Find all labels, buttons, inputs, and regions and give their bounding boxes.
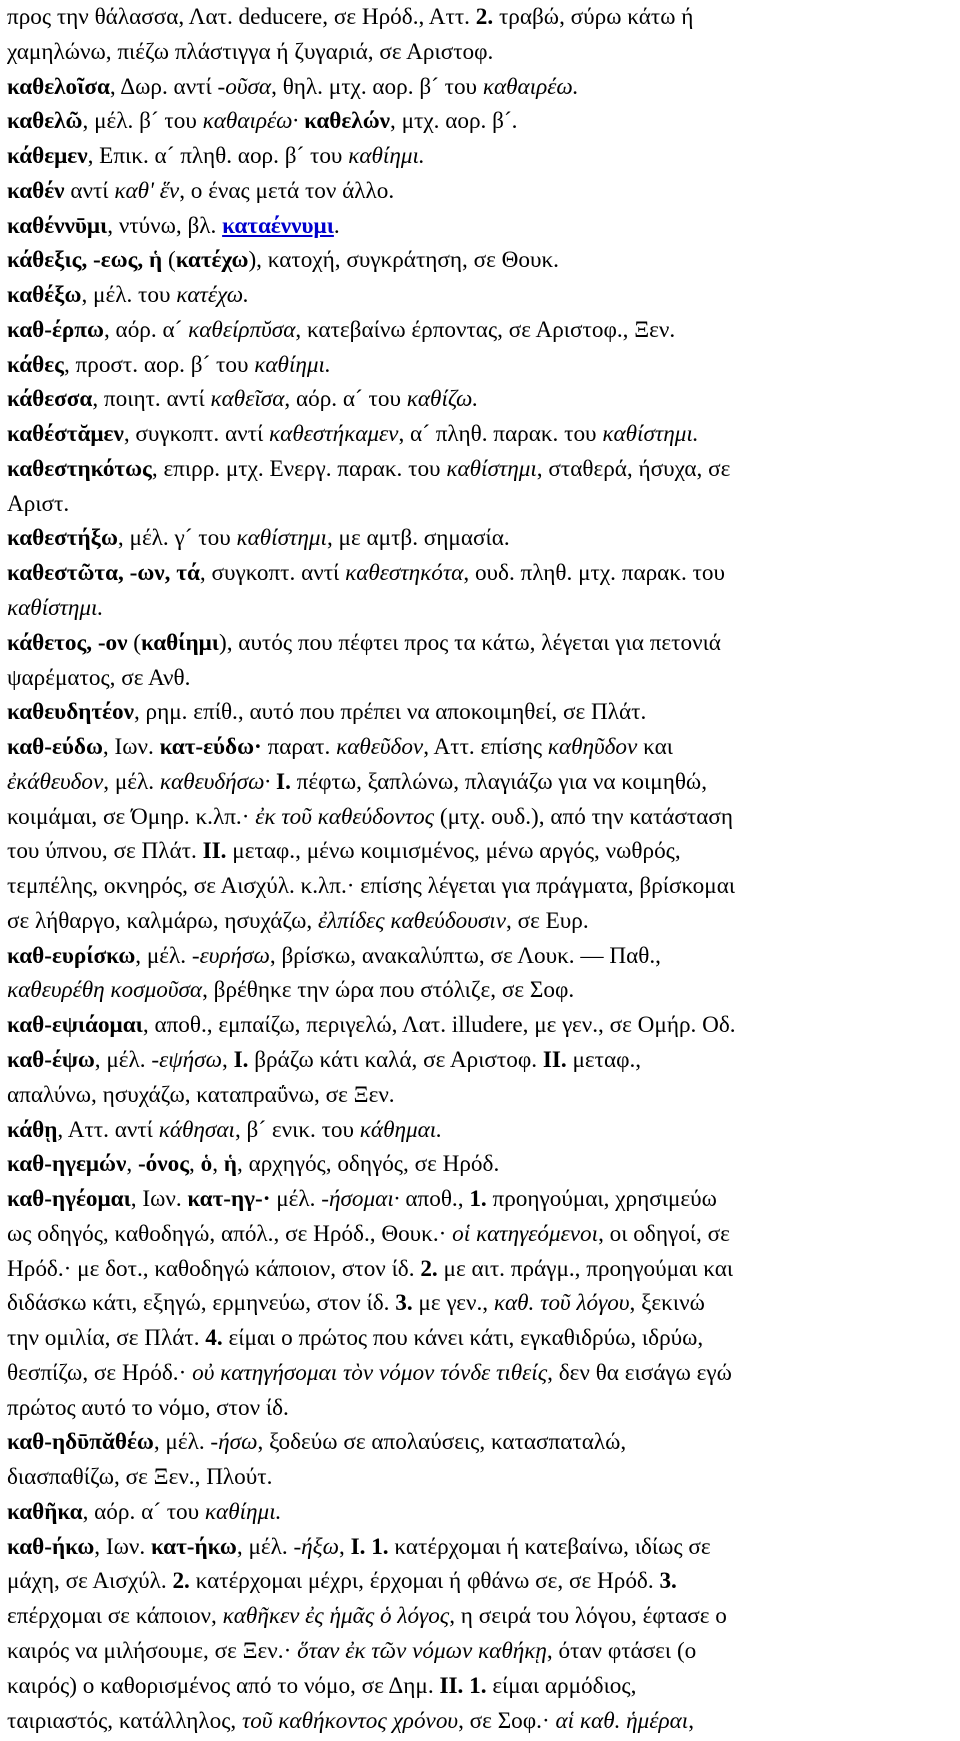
body-text: καθηῦδον — [547, 734, 638, 761]
body-text: καθίστημι — [446, 455, 537, 482]
headword-text: II. — [439, 1672, 464, 1699]
body-text: καθῆκεν ἐς ἡμᾶς ὁ λόγος — [222, 1603, 450, 1630]
body-text: ταιριαστός, κατάλληλος, — [7, 1707, 242, 1734]
text-line — [7, 1599, 950, 1634]
headword-text: καθῆκα — [7, 1498, 83, 1525]
body-text: καθεστήκαμεν — [269, 421, 399, 448]
body-text: (μτχ. ουδ.), από την κατάσταση — [434, 803, 734, 830]
body-text: , μέλ. — [94, 1046, 152, 1073]
body-text: καθ. τοῦ λόγου — [493, 1290, 630, 1317]
headword-text: καθεστήξω — [7, 525, 118, 552]
text-line — [7, 209, 950, 244]
body-text: ( — [162, 247, 176, 274]
text-line — [7, 1182, 950, 1217]
body-text: , μέλ. γ´ του — [117, 525, 237, 552]
body-text: πρώτος αυτό το νόμο, στον ίδ. — [7, 1394, 289, 1421]
text-line — [7, 278, 950, 313]
body-text: ( — [127, 629, 142, 656]
body-text: ), αυτός που πέφτει προς τα κάτω, λέγεται για πετονιά — [218, 629, 721, 656]
body-text: , Επικ. α´ πληθ. αορ. β´ του — [87, 143, 349, 170]
headword-text: καθ-ηγέομαι — [7, 1186, 131, 1213]
headword-text: 2. — [172, 1568, 190, 1595]
text-line — [7, 348, 950, 383]
body-text: , βρέθηκε την ώρα που στόλιζε, σε Σοφ. — [202, 977, 575, 1004]
headword-text: καθ-ηγεμών — [7, 1151, 127, 1178]
body-text: καθίημι. — [348, 143, 425, 170]
body-text: χαμηλώνω, πιέζω πλάστιγγα ή ζυγαριά, σε Αριστοφ. — [7, 38, 494, 65]
body-text: με αιτ. πράγμ., προηγούμαι και — [437, 1255, 734, 1282]
text-line — [7, 730, 950, 765]
headword-text: 2. — [420, 1255, 438, 1282]
headword-text: ὁ — [200, 1151, 213, 1178]
text-line — [7, 1286, 950, 1321]
headword-text: καθέξω — [7, 282, 82, 309]
body-text: επέρχομαι σε κάποιον, — [7, 1603, 223, 1630]
body-text: Αριστ. — [7, 490, 70, 517]
body-text: καθίστημι. — [7, 595, 104, 622]
body-text: , ρημ. επίθ., αυτό που πρέπει να αποκοιμηθεί, σε Πλάτ. — [133, 699, 647, 726]
body-text: ἐλπίδες καθεύδουσιν — [318, 907, 507, 934]
body-text: καθαιρέω. — [482, 73, 579, 100]
headword-text: 3. — [659, 1568, 677, 1595]
headword-text: 1. — [371, 1533, 389, 1560]
body-text: διασπαθίζω, σε Ξεν., Πλούτ. — [7, 1464, 273, 1491]
body-text: μεταφ., — [566, 1046, 642, 1073]
body-text: , αόρ. α´ του — [82, 1498, 205, 1525]
body-text: μάχη, σε Αισχύλ. — [7, 1568, 173, 1595]
text-line — [7, 1147, 950, 1182]
body-text: , Αττ. αντί — [57, 1116, 159, 1143]
body-text: , ο ένας μετά τον άλλο. — [179, 177, 395, 204]
headword-text: καθ-ευρίσκω — [7, 942, 136, 969]
text-line — [7, 1704, 950, 1739]
body-text: οὐ κατηγήσομαι τὸν νόμον τόνδε τιθείς — [192, 1359, 548, 1386]
headword-text: καθ-εύδω — [7, 734, 103, 761]
text-line — [7, 834, 950, 869]
body-text: , μέλ. — [236, 1533, 294, 1560]
body-text: , όταν φτάσει (ο — [546, 1637, 697, 1664]
text-line — [7, 1425, 950, 1460]
text-line — [7, 417, 950, 452]
body-text: ως οδηγός, καθοδηγώ, απόλ., σε Ηρόδ., Θουκ.· — [7, 1220, 453, 1247]
body-text: , — [221, 1046, 234, 1073]
headword-text: κάθες — [7, 351, 64, 378]
body-text: , αρχηγός, οδηγός, σε Ηρόδ. — [236, 1151, 500, 1178]
body-text: καθαιρέω· — [202, 108, 299, 135]
body-text: αἱ καθ. ἡμέραι — [555, 1707, 689, 1734]
headword-text: κάθεξις, -εως, ἡ — [7, 247, 163, 274]
headword-text: κατ-ήκω — [150, 1533, 237, 1560]
body-text: , ξοδεύω σε απολαύσεις, κατασπαταλώ, — [257, 1429, 627, 1456]
text-line — [7, 174, 950, 209]
headword-text: καθέννῡμι — [7, 212, 108, 239]
body-text: διδάσκω κάτι, εξηγώ, ερμηνεύω, στον ίδ. — [7, 1290, 396, 1317]
text-line — [7, 1530, 950, 1565]
body-text: καθείρπῠσα — [188, 316, 296, 343]
text-line — [7, 1669, 950, 1704]
body-text: καθεστηκότα — [345, 560, 464, 587]
headword-text: καθ-εψιάομαι — [7, 1012, 143, 1039]
body-text: προηγούμαι, χρησιμεύω — [486, 1186, 717, 1213]
body-text: πέφτω, ξαπλώνω, πλαγιάζω για να κοιμηθώ, — [290, 768, 707, 795]
body-text: θεσπίζω, σε Ηρόδ.· — [7, 1359, 193, 1386]
text-line — [7, 313, 950, 348]
body-text: -εψήσω — [151, 1046, 222, 1073]
text-line — [7, 0, 950, 35]
headword-text: καθ-ηδῡπᾰθέω — [7, 1429, 154, 1456]
body-text: , συγκοπτ. αντί — [123, 421, 270, 448]
body-text: , Δωρ. αντί — [109, 73, 218, 100]
cross-reference-link[interactable]: καταέννυμι — [222, 212, 334, 239]
body-text: με γεν., — [412, 1290, 494, 1317]
body-text: και — [637, 734, 673, 761]
body-text: , ουδ. πληθ. μτχ. παρακ. του — [463, 560, 725, 587]
text-line — [7, 695, 950, 730]
body-text: βράζω κάτι καλά, σε Αριστοφ. — [248, 1046, 543, 1073]
body-text: , — [338, 1533, 351, 1560]
body-text: ψαρέματος, σε Ανθ. — [7, 664, 191, 691]
text-line — [7, 1634, 950, 1669]
headword-text: I. — [350, 1533, 366, 1560]
headword-text: καθελοῖσα — [7, 73, 110, 100]
body-text: καθίστημι. — [602, 421, 699, 448]
headword-text: καθέν — [7, 177, 65, 204]
body-text: είμαι ο πρώτος που κάνει κάτι, εγκαθιδρύω, ιδρύω, — [222, 1325, 704, 1352]
body-text: καθίημι. — [204, 1498, 282, 1525]
body-text: είμαι αρμόδιος, — [486, 1672, 637, 1699]
body-text: καθεῖσα — [210, 386, 285, 413]
headword-text: 3. — [395, 1290, 413, 1317]
text-line — [7, 1252, 950, 1287]
headword-text: καθεστηκότως — [7, 455, 152, 482]
body-text: καθευδήσω· — [159, 768, 271, 795]
headword-text: ἡ — [223, 1151, 237, 1178]
body-text: Ηρόδ.· με δοτ., καθοδηγώ κάποιον, στον ίδ. — [7, 1255, 421, 1282]
headword-text: I. — [276, 768, 291, 795]
body-text: , προστ. αορ. β´ του — [63, 351, 255, 378]
body-text: . — [333, 212, 340, 239]
body-text: του ύπνου, σε Πλάτ. — [7, 838, 203, 865]
body-text: παρατ. — [261, 734, 337, 761]
body-text: μέλ. — [270, 1186, 322, 1213]
body-text: κατέρχομαι μέχρι, έρχομαι ή φθάνω σε, σε Ηρόδ. — [189, 1568, 660, 1595]
body-text: , — [212, 1151, 224, 1178]
headword-text: καθ-έρπω — [7, 316, 104, 343]
body-text: οἱ κατηγεόμενοι — [452, 1220, 599, 1247]
text-line — [7, 939, 950, 974]
body-text: κατέχω. — [176, 282, 249, 309]
body-text: , ξεκινώ — [629, 1290, 705, 1317]
body-text: , θηλ. μτχ. αορ. β´ του — [271, 73, 483, 100]
body-text: απαλύνω, ησυχάζω, καταπραΰνω, σε Ξεν. — [7, 1081, 395, 1108]
text-line — [7, 1008, 950, 1043]
headword-text: κατ-ηγ-· — [187, 1186, 271, 1213]
text-line — [7, 1078, 950, 1113]
headword-text: καθ-ήκω — [7, 1533, 95, 1560]
body-text: αντί — [64, 177, 115, 204]
body-text: ὅταν ἐκ τῶν νόμων καθήκῃ — [297, 1637, 547, 1664]
text-line — [7, 973, 950, 1008]
text-line — [7, 765, 950, 800]
body-text: -ήσομαι· — [321, 1186, 400, 1213]
text-line — [7, 139, 950, 174]
text-line — [7, 243, 950, 278]
body-text: , μτχ. αορ. β´. — [390, 108, 518, 135]
text-line — [7, 591, 950, 626]
headword-text: καθέστᾰμεν — [7, 421, 124, 448]
body-text: κοιμάμαι, σε Όμηρ. κ.λπ.· — [7, 803, 256, 830]
body-text: , κατεβαίνω έρποντας, σε Αριστοφ., Ξεν. — [295, 316, 676, 343]
headword-text: 4. — [205, 1325, 223, 1352]
text-line — [7, 1564, 950, 1599]
headword-text: -όνος — [137, 1151, 190, 1178]
body-text: , Αττ. επίσης — [423, 734, 548, 761]
body-text: σε λήθαργο, καλμάρω, ησυχάζω, — [7, 907, 318, 934]
body-text: , — [688, 1707, 694, 1734]
headword-text: κάθῃ — [7, 1116, 58, 1143]
body-text: , συγκοπτ. αντί — [199, 560, 346, 587]
body-text: -ευρήσω — [191, 942, 270, 969]
body-text: τραβώ, σύρω κάτω ή — [493, 4, 694, 30]
body-text: , μέλ. — [153, 1429, 211, 1456]
body-text: ἐκ τοῦ καθεύδοντος — [255, 803, 435, 830]
body-text: καιρός να μιλήσουμε, σε Ξεν.· — [7, 1637, 298, 1664]
text-line — [7, 1043, 950, 1078]
text-line — [7, 626, 950, 661]
body-text: , αόρ. α´ — [103, 316, 189, 343]
body-text: κάθησαι — [158, 1116, 235, 1143]
text-line — [7, 661, 950, 696]
text-line — [7, 70, 950, 105]
body-text: καθίημι. — [254, 351, 331, 378]
text-line — [7, 452, 950, 487]
body-text: , Ιων. — [102, 734, 160, 761]
headword-text: 1. — [469, 1672, 487, 1699]
headword-text: κατέχω — [175, 247, 249, 274]
headword-text: καθίημι — [141, 629, 219, 656]
text-line — [7, 487, 950, 522]
body-text: ), κατοχή, συγκράτηση, σε Θουκ. — [248, 247, 559, 274]
body-text: ἐκάθευδον — [7, 768, 104, 795]
headword-text: κάθεσσα — [7, 386, 93, 413]
text-line — [7, 1391, 950, 1426]
body-text: την ομιλία, σε Πλάτ. — [7, 1325, 206, 1352]
text-line — [7, 1460, 950, 1495]
body-text: καθευρέθη κοσμοῦσα — [7, 977, 203, 1004]
body-text: -ήξω — [293, 1533, 339, 1560]
text-line — [7, 1217, 950, 1252]
headword-text: καθ-έψω — [7, 1046, 95, 1073]
body-text: , — [126, 1151, 138, 1178]
body-text: , αόρ. α´ του — [284, 386, 407, 413]
body-text: -ήσω — [210, 1429, 258, 1456]
body-text: , σε Σοφ.· — [458, 1707, 556, 1734]
body-text: καθ' ἕν — [114, 177, 180, 204]
body-text: μεταφ., μένω κοιμισμένος, μένω αργός, νωθρός, — [226, 838, 681, 865]
body-text: τεμπέλης, οκνηρός, σε Αισχύλ. κ.λπ.· επίσης λέγεται για πράγματα, βρίσκομαι — [7, 873, 736, 900]
body-text: τοῦ καθήκοντος χρόνου — [241, 1707, 459, 1734]
headword-text: καθελῶ — [7, 108, 83, 135]
body-text: , σταθερά, ήσυχα, σε — [536, 455, 731, 482]
text-line — [7, 869, 950, 904]
body-text: , ποιητ. αντί — [92, 386, 211, 413]
body-text: προς την θάλασσα, Λατ. deducere, σε Ηρόδ., Αττ. — [7, 4, 476, 30]
text-line — [7, 382, 950, 417]
headword-text: καθελών — [304, 108, 391, 135]
text-line — [7, 800, 950, 835]
body-text: , ντύνω, βλ. — [107, 212, 223, 239]
headword-text: κάθεμεν — [7, 143, 88, 170]
text-line — [7, 1356, 950, 1391]
body-text: , επιρρ. μτχ. Ενεργ. παρακ. του — [151, 455, 447, 482]
text-line — [7, 35, 950, 70]
body-text: , μέλ. του — [81, 282, 177, 309]
body-text: , β´ ενικ. του — [234, 1116, 360, 1143]
body-text: , Ιων. — [94, 1533, 151, 1560]
body-text: καθίστημι — [236, 525, 327, 552]
body-text: καιρός) ο καθορισμένος από το νόμο, σε Δημ. — [7, 1672, 440, 1699]
text-line — [7, 1321, 950, 1356]
headword-text: καθευδητέον — [7, 699, 134, 726]
body-text: κάθημαι. — [359, 1116, 443, 1143]
body-text: , αποθ., εμπαίζω, περιγελώ, Λατ. illudere, με γεν., σε Ομήρ. Οδ. — [142, 1012, 736, 1039]
text-line — [7, 521, 950, 556]
headword-text: II. — [202, 838, 227, 865]
body-text: , η σειρά του λόγου, έφτασε ο — [449, 1603, 727, 1630]
body-text: , βρίσκω, ανακαλύπτω, σε Λουκ. — Παθ., — [269, 942, 661, 969]
body-text: , μέλ. — [103, 768, 160, 795]
headword-text: κάθετος, -ον — [7, 629, 128, 656]
headword-text: κατ-εύδω· — [159, 734, 262, 761]
body-text: , δεν θα εισάγω εγώ — [547, 1359, 732, 1386]
text-line — [7, 904, 950, 939]
body-text: αποθ., — [399, 1186, 470, 1213]
body-text: , — [189, 1151, 201, 1178]
body-text: , με αμτβ. σημασία. — [326, 525, 510, 552]
body-text: , α´ πληθ. παρακ. του — [398, 421, 603, 448]
text-line — [7, 104, 950, 139]
body-text: καθεῦδον — [336, 734, 424, 761]
headword-text: 1. — [469, 1186, 487, 1213]
text-line — [7, 556, 950, 591]
body-text: , σε Ευρ. — [506, 907, 589, 934]
body-text: -οῦσα — [217, 73, 272, 100]
headword-text: καθεστῶτα, -ων, τά — [7, 560, 200, 587]
text-line — [7, 1113, 950, 1148]
text-line — [7, 1495, 950, 1530]
headword-text: II. — [542, 1046, 567, 1073]
body-text: , οι οδηγοί, σε — [598, 1220, 730, 1247]
body-text: , μέλ. — [135, 942, 192, 969]
body-text: καθίζω. — [406, 386, 479, 413]
headword-text: 2. — [475, 4, 494, 30]
headword-text: I. — [233, 1046, 249, 1073]
body-text: , Ιων. — [130, 1186, 188, 1213]
body-text: κατέρχομαι ή κατεβαίνω, ιδίως σε — [388, 1533, 711, 1560]
body-text: , μέλ. β´ του — [82, 108, 203, 135]
